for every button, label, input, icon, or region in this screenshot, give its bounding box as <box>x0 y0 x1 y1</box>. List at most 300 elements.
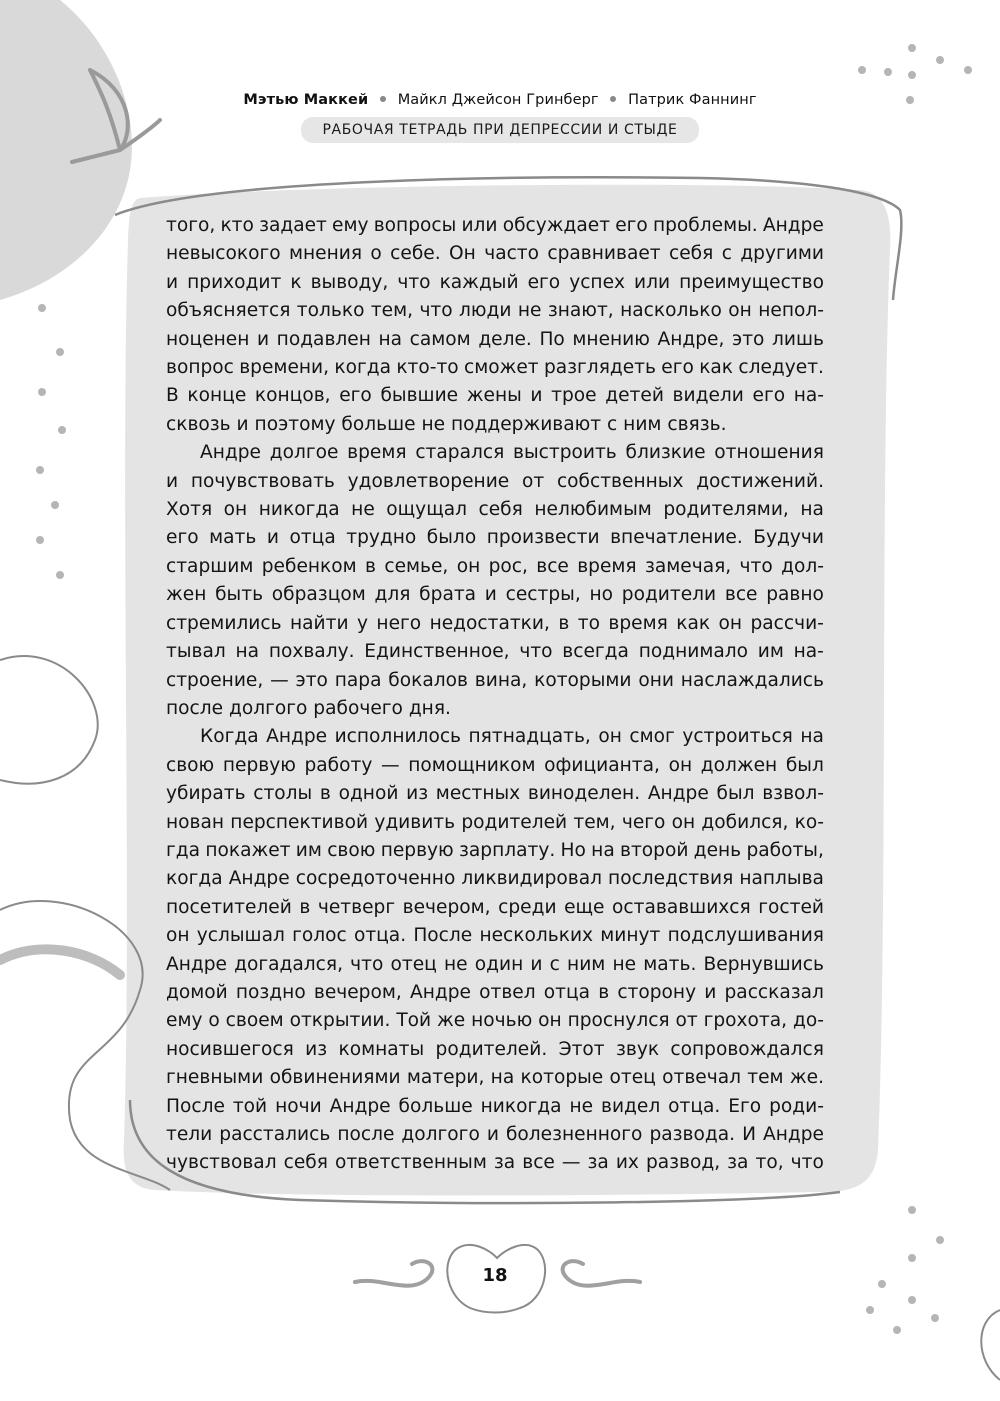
text-line <box>166 1149 824 1177</box>
word: Его <box>728 1095 762 1117</box>
word: видели <box>672 385 744 407</box>
word: время <box>608 612 668 634</box>
word: мнению <box>572 328 650 350</box>
footer-ornament-left <box>355 1261 432 1286</box>
word: Андре <box>763 1124 824 1145</box>
word: после <box>337 1124 395 1145</box>
word: он <box>671 811 696 833</box>
footer-ornament-right <box>563 1261 640 1286</box>
word: вечером, <box>313 981 402 1003</box>
word: найти <box>289 612 349 634</box>
word: еще <box>564 896 605 918</box>
word: он <box>166 925 190 947</box>
word: дол- <box>781 555 824 577</box>
word: Андре <box>228 868 290 890</box>
word: покажет <box>205 839 291 861</box>
word: и <box>486 1124 499 1145</box>
text-line <box>166 496 824 524</box>
word: собственных <box>556 470 684 492</box>
word: о <box>370 243 382 265</box>
word: подавлен <box>276 328 371 350</box>
word: лишь <box>772 328 824 350</box>
word: его <box>339 385 372 407</box>
text-line <box>166 979 824 1007</box>
word: в <box>558 612 570 634</box>
word: перспективой <box>230 811 369 833</box>
word: Андре, <box>657 328 725 350</box>
word: минут <box>600 925 661 947</box>
word: за <box>587 1152 609 1174</box>
word: жен <box>166 584 207 606</box>
word: носившегося <box>166 1038 294 1060</box>
word: достижений. <box>696 470 824 492</box>
word: Андре <box>647 783 709 805</box>
word: посетителей <box>166 896 292 918</box>
word: не <box>569 1095 594 1117</box>
word: пара <box>334 669 382 691</box>
word: только <box>296 300 365 322</box>
word: и <box>484 584 497 606</box>
word: на- <box>793 385 824 407</box>
word: брата <box>419 584 477 606</box>
word: вина, <box>474 669 528 691</box>
word: непол- <box>758 300 824 322</box>
word: и <box>266 527 279 549</box>
word: он <box>223 499 248 521</box>
word: нован <box>166 811 225 833</box>
author-3: Патрик Фаннинг <box>628 92 757 108</box>
word: сможет <box>463 357 539 379</box>
word: вопросы <box>373 215 457 236</box>
word: не <box>612 953 637 975</box>
word: последствия <box>608 868 734 890</box>
word: в <box>299 896 311 918</box>
word: им <box>295 839 322 861</box>
page-header <box>0 92 1000 143</box>
word: ликвидировал <box>461 868 602 890</box>
word: тем <box>747 1067 784 1089</box>
word: роди- <box>769 1095 824 1117</box>
word: рассказал <box>724 981 824 1003</box>
text-line <box>166 638 824 666</box>
text-line <box>166 297 824 325</box>
text-line: после долгого рабочего дня. <box>166 697 451 719</box>
word: — <box>270 669 289 691</box>
text-line <box>166 894 824 922</box>
text-line <box>166 922 824 950</box>
word: тем, <box>573 811 616 833</box>
word: никогда <box>258 499 340 521</box>
word: сопровождался <box>670 1038 824 1060</box>
word: всегда <box>562 641 629 663</box>
word: объясняется <box>166 300 291 322</box>
word: рассчи- <box>750 612 824 634</box>
word: для <box>374 584 411 606</box>
word: ответственным <box>334 1152 487 1174</box>
word: следует. <box>738 357 824 379</box>
word: подслушивания <box>667 925 824 947</box>
word: невысокого <box>166 243 281 265</box>
word: похвалу. <box>268 641 355 663</box>
word: и <box>166 271 179 293</box>
word: и <box>530 953 543 975</box>
word: остававшихся <box>612 896 751 918</box>
word: когда <box>334 357 391 379</box>
word: помощником <box>408 754 536 776</box>
word: каждый <box>439 271 519 293</box>
word: комнаты <box>338 1038 425 1060</box>
word: люди <box>459 300 512 322</box>
word: наслаждались <box>680 669 824 691</box>
word: И <box>742 1124 756 1145</box>
word: от <box>521 470 545 492</box>
word: Андре <box>409 981 471 1003</box>
word: В <box>166 385 179 407</box>
word: это <box>732 328 765 350</box>
word: звук <box>615 1038 660 1060</box>
word: жены <box>466 385 522 407</box>
word: на <box>378 328 403 350</box>
word: его <box>615 215 648 236</box>
authors-line <box>0 92 1000 108</box>
word: трое <box>551 385 597 407</box>
swirl-line-left <box>0 656 98 784</box>
word: — <box>561 1152 581 1174</box>
word: ощущал <box>386 499 467 521</box>
word: видел <box>600 1095 661 1117</box>
word: сосредоточенно <box>295 868 456 890</box>
word: произвести <box>486 527 600 549</box>
text-line <box>166 1007 824 1035</box>
text-line <box>166 610 824 638</box>
word: отвечал <box>662 1067 741 1089</box>
word: ним <box>567 953 606 975</box>
word: отвел <box>479 981 536 1003</box>
word: долгого <box>401 1124 480 1145</box>
word: знают, <box>547 300 614 322</box>
word: сторону <box>617 981 697 1003</box>
text-line <box>166 723 824 751</box>
word: трудно <box>346 527 417 549</box>
separator-dot <box>610 96 616 102</box>
word: им <box>757 641 784 663</box>
word: отец <box>390 953 437 975</box>
word: болезненного <box>505 1124 643 1145</box>
separator-dot <box>380 96 386 102</box>
word: себе. <box>390 243 441 265</box>
word: работу <box>304 754 373 776</box>
word: концов, <box>254 385 331 407</box>
word: Андре <box>266 726 328 748</box>
word: Он <box>449 243 476 265</box>
text-line: сквозь и поэтому больше не поддерживают с ним связь. <box>166 413 727 435</box>
word: он <box>456 555 481 577</box>
book-title: РАБОЧАЯ ТЕТРАДЬ ПРИ ДЕПРЕССИИ И СТЫДЕ <box>301 117 700 143</box>
word: он <box>668 754 693 776</box>
word: когда <box>166 868 223 890</box>
word: ночи <box>275 1095 322 1117</box>
word: семье, <box>384 555 449 577</box>
word: себя <box>669 243 714 265</box>
word: от <box>675 1010 698 1032</box>
word: успех <box>569 271 626 293</box>
text-line <box>166 581 824 609</box>
text-line <box>166 837 824 865</box>
word: не <box>351 499 375 521</box>
word: с <box>549 953 560 975</box>
word: свою <box>166 754 215 776</box>
word: отца. <box>353 925 407 947</box>
word: ему <box>166 1010 203 1032</box>
word: преимущество <box>679 271 824 293</box>
word: старшим <box>166 555 254 577</box>
word: его <box>661 357 694 379</box>
word: него <box>376 612 422 634</box>
word: почувствовать <box>190 470 335 492</box>
text-line <box>166 382 824 410</box>
text-line <box>166 951 824 979</box>
word: Хотя <box>166 499 213 521</box>
word: своем <box>225 1010 284 1032</box>
word: бывшие <box>380 385 459 407</box>
word: догадался, <box>234 953 343 975</box>
word: второй <box>620 839 689 861</box>
word: из <box>305 1038 328 1060</box>
word: Но <box>560 839 586 861</box>
word: развода. <box>649 1124 736 1145</box>
word: развод, <box>645 1152 721 1174</box>
word: на <box>235 641 260 663</box>
word: самом <box>409 328 471 350</box>
word: старался <box>415 442 505 464</box>
word: голос <box>292 925 347 947</box>
word: Этот <box>558 1038 605 1060</box>
text-line <box>166 468 824 496</box>
word: к <box>290 271 302 293</box>
word: кто-то <box>396 357 459 379</box>
word: четверг <box>317 896 396 918</box>
word: мнения <box>288 243 363 265</box>
word: время <box>577 555 637 577</box>
word: с <box>721 243 732 265</box>
word: они <box>638 669 674 691</box>
word: грохота, <box>703 1010 788 1032</box>
word: ему <box>332 215 369 236</box>
word: впечатление. <box>610 527 743 549</box>
word: вечером, <box>402 896 491 918</box>
word: долгое <box>269 442 339 464</box>
text-line <box>166 809 824 837</box>
text-line <box>166 326 824 354</box>
word: его <box>527 271 561 293</box>
word: у <box>356 612 368 634</box>
word: как <box>699 357 734 379</box>
word: пятнадцать, <box>468 726 591 748</box>
word: Будучи <box>753 527 824 549</box>
word: Единственное, <box>364 641 510 663</box>
word: что <box>397 271 431 293</box>
word: в <box>598 981 610 1003</box>
word: мать. <box>643 953 697 975</box>
text-line <box>166 1121 824 1149</box>
word: убирать <box>166 783 246 805</box>
word: Андре <box>329 1095 391 1117</box>
word: среди <box>498 896 557 918</box>
word: нескольких <box>479 925 594 947</box>
word: времени, <box>239 357 330 379</box>
word: исполнилось <box>334 726 462 748</box>
word: конце <box>187 385 247 407</box>
word: ребенком <box>261 555 357 577</box>
word: и <box>166 470 179 492</box>
word: отца. <box>668 1095 721 1117</box>
text-line <box>166 354 824 382</box>
word: одной <box>338 783 399 805</box>
word: он <box>538 1010 562 1032</box>
word: их <box>615 1152 639 1174</box>
word: гостей <box>758 896 824 918</box>
word: близкие <box>625 442 706 464</box>
word: и <box>256 328 270 350</box>
word: рос, <box>488 555 528 577</box>
word: расстались <box>219 1124 331 1145</box>
word: первую <box>380 839 454 861</box>
word: Андре <box>762 215 824 236</box>
word: После <box>166 1095 225 1117</box>
word: должен <box>700 754 778 776</box>
word: задает <box>259 215 327 236</box>
word: кто <box>220 215 254 236</box>
word: же. <box>789 1067 824 1089</box>
word: чувствовал <box>166 1152 277 1174</box>
word: больше <box>398 1095 473 1117</box>
word: на <box>490 1067 515 1089</box>
word: местных <box>435 783 521 805</box>
word: как <box>676 612 711 634</box>
word: добился, <box>701 811 789 833</box>
text-line <box>166 212 824 240</box>
word: из <box>406 783 429 805</box>
word: был <box>716 783 755 805</box>
word: что <box>519 641 553 663</box>
text-line <box>166 524 824 552</box>
word: Той <box>396 1010 432 1032</box>
text-line <box>166 780 824 808</box>
word: вопрос <box>166 357 234 379</box>
word: же <box>437 1010 466 1032</box>
word: мать <box>209 527 257 549</box>
word: на <box>800 726 824 748</box>
word: другими <box>740 243 824 265</box>
word: стремились <box>166 612 282 634</box>
word: первую <box>222 754 296 776</box>
word: отца <box>543 981 591 1003</box>
word: обсуждает <box>502 215 611 236</box>
word: матери, <box>406 1067 485 1089</box>
word: виноделен. <box>527 783 641 805</box>
word: — <box>380 754 400 776</box>
word: обвинениями <box>269 1067 401 1089</box>
word: недостатки, <box>429 612 550 634</box>
word: на- <box>793 641 824 663</box>
word: время <box>347 442 407 464</box>
word: отца <box>289 527 336 549</box>
word: нелюбимым <box>534 499 652 521</box>
word: открытии. <box>289 1010 391 1032</box>
word: Андре <box>166 953 227 975</box>
text-line <box>166 1093 824 1121</box>
word: что <box>419 300 453 322</box>
word: тывал <box>166 641 226 663</box>
word: свою <box>327 839 376 861</box>
word: был <box>785 754 824 776</box>
word: но <box>589 584 614 606</box>
swirl-line-bottom-right <box>981 1310 1000 1380</box>
word: взвол- <box>762 783 824 805</box>
word: поздно <box>235 981 306 1003</box>
word: ко- <box>794 811 824 833</box>
word: После <box>413 925 473 947</box>
word: быть <box>215 584 264 606</box>
word: или <box>634 271 671 293</box>
word: за <box>727 1152 749 1174</box>
word: на <box>800 499 824 521</box>
word: себя <box>283 1152 328 1174</box>
word: родителей <box>461 811 568 833</box>
word: до- <box>792 1010 824 1032</box>
word: устроиться <box>682 726 793 748</box>
word: было <box>426 527 477 549</box>
word: на <box>591 839 615 861</box>
word: что <box>739 555 773 577</box>
word: и <box>704 981 717 1003</box>
word: приходит <box>187 271 282 293</box>
word: разглядеть <box>543 357 656 379</box>
word: он <box>718 612 743 634</box>
word: один <box>474 953 524 975</box>
word: поднимало <box>638 641 748 663</box>
word: что <box>790 1152 824 1174</box>
word: за <box>493 1152 516 1174</box>
word: которые <box>520 1067 604 1089</box>
word: столы <box>253 783 313 805</box>
word: выстроить <box>513 442 617 464</box>
word: бокалов <box>388 669 468 691</box>
word: или <box>461 215 498 236</box>
word: отец <box>609 1067 656 1089</box>
word: не <box>443 953 468 975</box>
text-line <box>166 439 824 467</box>
word: проснулся <box>567 1010 670 1032</box>
word: зарплату. <box>458 839 556 861</box>
word: гда <box>166 839 201 861</box>
word: гневными <box>166 1067 264 1089</box>
word: то <box>577 612 600 634</box>
word: услышал <box>196 925 285 947</box>
word: он <box>728 300 752 322</box>
word: детей <box>605 385 664 407</box>
word: все <box>724 584 758 606</box>
text-line <box>166 1036 824 1064</box>
word: о <box>208 1010 220 1032</box>
word: день <box>693 839 742 861</box>
word: той <box>232 1095 268 1117</box>
word: себя <box>478 499 523 521</box>
word: сравнивает <box>547 243 661 265</box>
author-1: Мэтью Маккей <box>243 92 369 108</box>
word: сестры, <box>505 584 581 606</box>
word: никогда <box>480 1095 562 1117</box>
